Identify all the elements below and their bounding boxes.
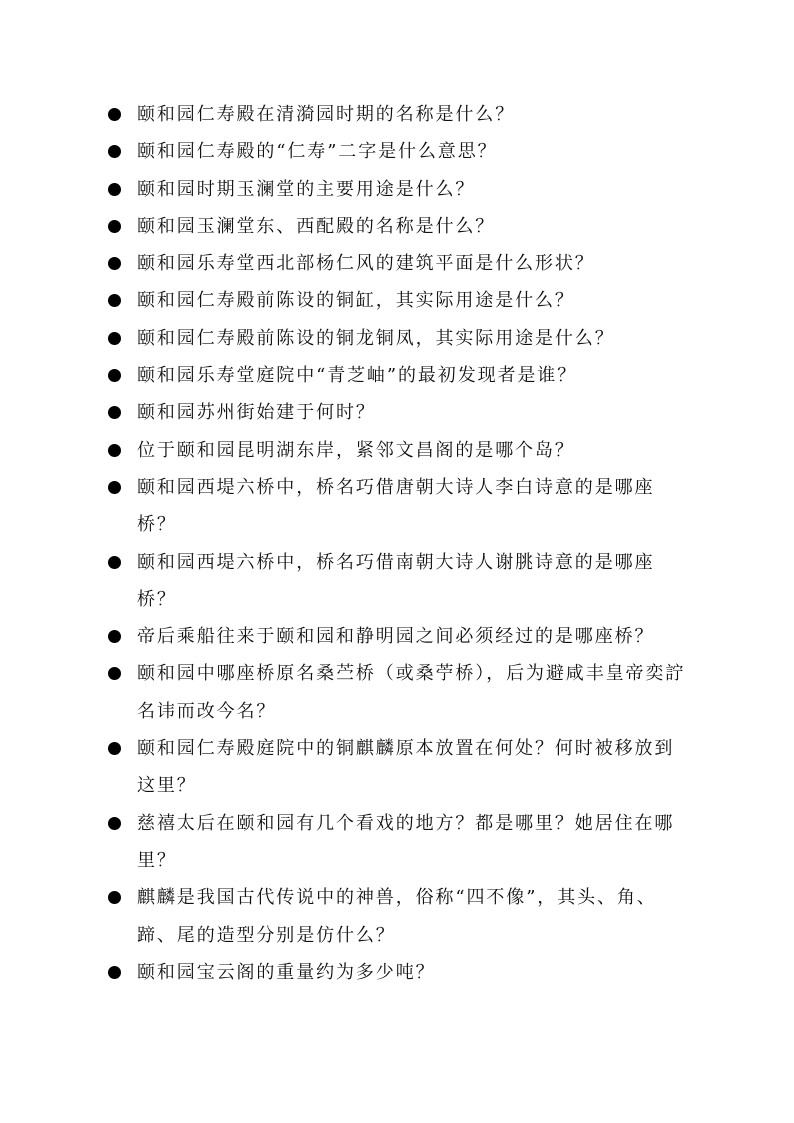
question-text: 颐和园西堤六桥中，桥名巧借唐朝大诗人李白诗意的是哪座桥？ bbox=[137, 476, 655, 536]
bullet-icon bbox=[108, 966, 121, 979]
bullet-icon bbox=[108, 369, 121, 382]
bullet-icon bbox=[108, 220, 121, 233]
bullet-icon bbox=[108, 183, 121, 196]
question-text: 位于颐和园昆明湖东岸，紧邻文昌阁的是哪个岛？ bbox=[137, 439, 575, 461]
bullet-icon bbox=[108, 294, 121, 307]
list-item bbox=[106, 805, 686, 880]
list-item bbox=[106, 954, 686, 991]
list-item bbox=[106, 432, 686, 469]
list-item bbox=[106, 357, 686, 394]
list-item bbox=[106, 394, 686, 431]
question-text: 颐和园仁寿殿前陈设的铜缸，其实际用途是什么？ bbox=[137, 290, 575, 312]
list-item bbox=[106, 618, 686, 655]
question-text: 颐和园乐寿堂庭院中“青芝岫”的最初发现者是谁？ bbox=[137, 365, 578, 387]
question-text: 颐和园中哪座桥原名桑苎桥（或桑苧桥），后为避咸丰皇帝奕詝名讳而改今名？ bbox=[137, 663, 686, 722]
list-item bbox=[106, 469, 686, 544]
question-text: 颐和园仁寿殿庭院中的铜麒麟原本放置在何处？何时被移放到这里？ bbox=[137, 738, 675, 797]
list-item bbox=[106, 171, 686, 208]
question-text: 颐和园宝云阁的重量约为多少吨？ bbox=[137, 961, 436, 983]
bullet-icon bbox=[108, 817, 121, 830]
question-text: 颐和园时期玉澜堂的主要用途是什么？ bbox=[137, 178, 476, 200]
bullet-icon bbox=[108, 108, 121, 121]
bullet-icon bbox=[108, 406, 121, 419]
list-item bbox=[106, 730, 686, 805]
list-item bbox=[106, 320, 686, 357]
bullet-icon bbox=[108, 332, 121, 345]
bullet-icon bbox=[108, 630, 121, 643]
bullet-icon bbox=[108, 145, 121, 158]
bullet-icon bbox=[108, 257, 121, 270]
list-item bbox=[106, 208, 686, 245]
list-item bbox=[106, 282, 686, 319]
list-item bbox=[106, 879, 686, 954]
bullet-icon bbox=[108, 891, 121, 904]
question-text: 颐和园乐寿堂西北部杨仁风的建筑平面是什么形状？ bbox=[137, 253, 595, 275]
list-item bbox=[106, 96, 686, 133]
question-list bbox=[106, 96, 686, 991]
question-text: 颐和园玉澜堂东、西配殿的名称是什么？ bbox=[137, 215, 496, 237]
bullet-icon bbox=[108, 556, 121, 569]
question-text: 颐和园西堤六桥中，桥名巧借南朝大诗人谢朓诗意的是哪座桥？ bbox=[137, 551, 655, 610]
question-text: 颐和园仁寿殿的“仁寿”二字是什么意思？ bbox=[137, 141, 498, 163]
bullet-icon bbox=[108, 444, 121, 457]
list-item bbox=[106, 655, 686, 730]
bullet-icon bbox=[108, 667, 121, 680]
question-text: 帝后乘船往来于颐和园和静明园之间必须经过的是哪座桥？ bbox=[137, 626, 655, 648]
question-text: 麒麟是我国古代传说中的神兽，俗称“四不像”，其头、角、蹄、尾的造型分别是仿什么？ bbox=[137, 887, 657, 946]
list-item bbox=[106, 245, 686, 282]
list-item bbox=[106, 544, 686, 619]
question-text: 慈禧太后在颐和园有几个看戏的地方？都是哪里？她居住在哪里？ bbox=[137, 812, 675, 871]
question-text: 颐和园苏州街始建于何时？ bbox=[137, 402, 376, 424]
question-text: 颐和园仁寿殿在清漪园时期的名称是什么？ bbox=[137, 104, 516, 125]
question-text: 颐和园仁寿殿前陈设的铜龙铜凤，其实际用途是什么？ bbox=[137, 327, 615, 349]
bullet-icon bbox=[108, 481, 121, 494]
bullet-icon bbox=[108, 742, 121, 755]
list-item bbox=[106, 133, 686, 170]
